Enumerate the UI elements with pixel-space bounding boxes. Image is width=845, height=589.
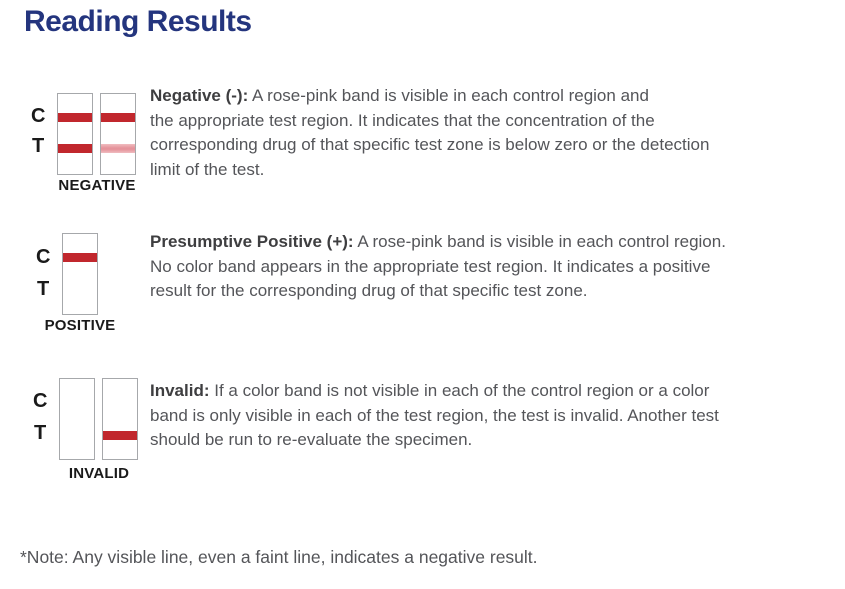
result-band-t-faint (101, 144, 135, 153)
test-strip (62, 233, 98, 315)
description-line: corresponding drug of that specific test zone is below zero or the detection (150, 135, 710, 154)
description-line (150, 379, 719, 404)
strip-pair-negative (57, 93, 136, 175)
test-region-label: T (34, 422, 47, 444)
description-positive (150, 230, 726, 304)
description-line (150, 84, 709, 109)
description-line-text: If a color band is not visible in each of the control region or a color (214, 381, 710, 400)
description-line: the appropriate test region. It indicates that the concentration of the (150, 110, 655, 130)
page-title: Reading Results (24, 5, 252, 38)
description-line: No color band appears in the appropriate test region. It indicates a positive (150, 256, 711, 276)
test-strip (57, 93, 93, 175)
result-band-c-dark (63, 253, 97, 262)
footnote: *Note: Any visible line, even a faint line, indicates a negative result. (20, 547, 538, 567)
test-strip (100, 93, 136, 175)
description-line: band is only visible in each of the test region, the test is invalid. Another test (150, 405, 719, 425)
control-region-label: C (31, 105, 46, 127)
result-band-c-dark (58, 113, 92, 122)
control-region-label: C (36, 246, 51, 268)
test-strip (102, 378, 138, 460)
description-lead: Negative (-): (150, 86, 249, 105)
description-lead: Presumptive Positive (+): (150, 232, 354, 251)
description-line: result for the corresponding drug of that specific test zone. (150, 281, 588, 300)
description-line-text: A rose-pink band is visible in each control region and (252, 86, 649, 105)
result-band-t-dark (103, 431, 137, 440)
result-band-c-dark (101, 113, 135, 122)
description-lead: Invalid: (150, 381, 210, 400)
description-line: limit of the test. (150, 159, 265, 179)
description-line: should be run to re-evaluate the specimen. (150, 430, 473, 449)
result-caption-positive: POSITIVE (44, 317, 116, 334)
description-line-text: A rose-pink band is visible in each control region. (357, 232, 726, 251)
result-caption-negative: NEGATIVE (58, 177, 136, 194)
test-strip (59, 378, 95, 460)
description-invalid (150, 379, 719, 453)
strip-single-positive (62, 233, 98, 315)
description-line (150, 230, 726, 255)
result-caption-invalid: INVALID (68, 465, 130, 482)
strip-pair-invalid (59, 378, 138, 460)
control-region-label: C (33, 390, 48, 412)
result-band-t-dark (58, 144, 92, 153)
test-region-label: T (32, 135, 45, 157)
test-region-label: T (37, 278, 50, 300)
description-negative (150, 84, 709, 182)
